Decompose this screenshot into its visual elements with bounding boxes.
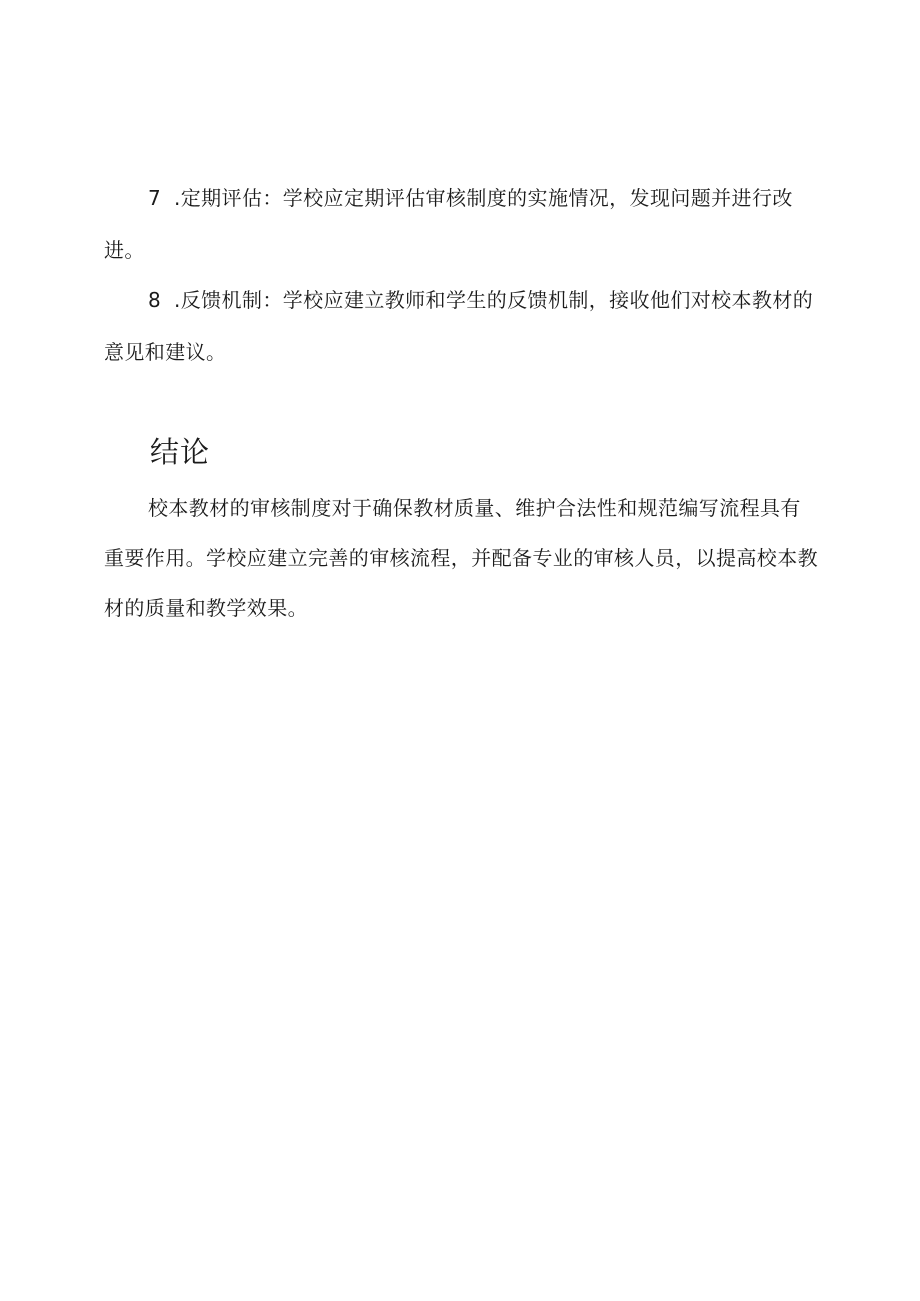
conclusion-paragraph: 校本教材的审核制度对于确保教材质量、维护合法性和规范编写流程具有重要作用。学校应建立完善的审核流程，并配备专业的审核人员，以提高校本教材的质量和教学效果。 [104, 496, 818, 620]
list-item [104, 172, 820, 276]
section-heading: 结论 [150, 435, 211, 469]
item-text: .定期评估：学校应定期评估审核制度的实施情况，发现问题并进行改进。 [104, 186, 793, 262]
list-item [104, 274, 820, 378]
item-number: 7 [148, 186, 162, 210]
item-text: .反馈机制：学校应建立教师和学生的反馈机制，接收他们对校本教材的意见和建议。 [104, 288, 814, 364]
item-number: 8 [148, 288, 162, 312]
